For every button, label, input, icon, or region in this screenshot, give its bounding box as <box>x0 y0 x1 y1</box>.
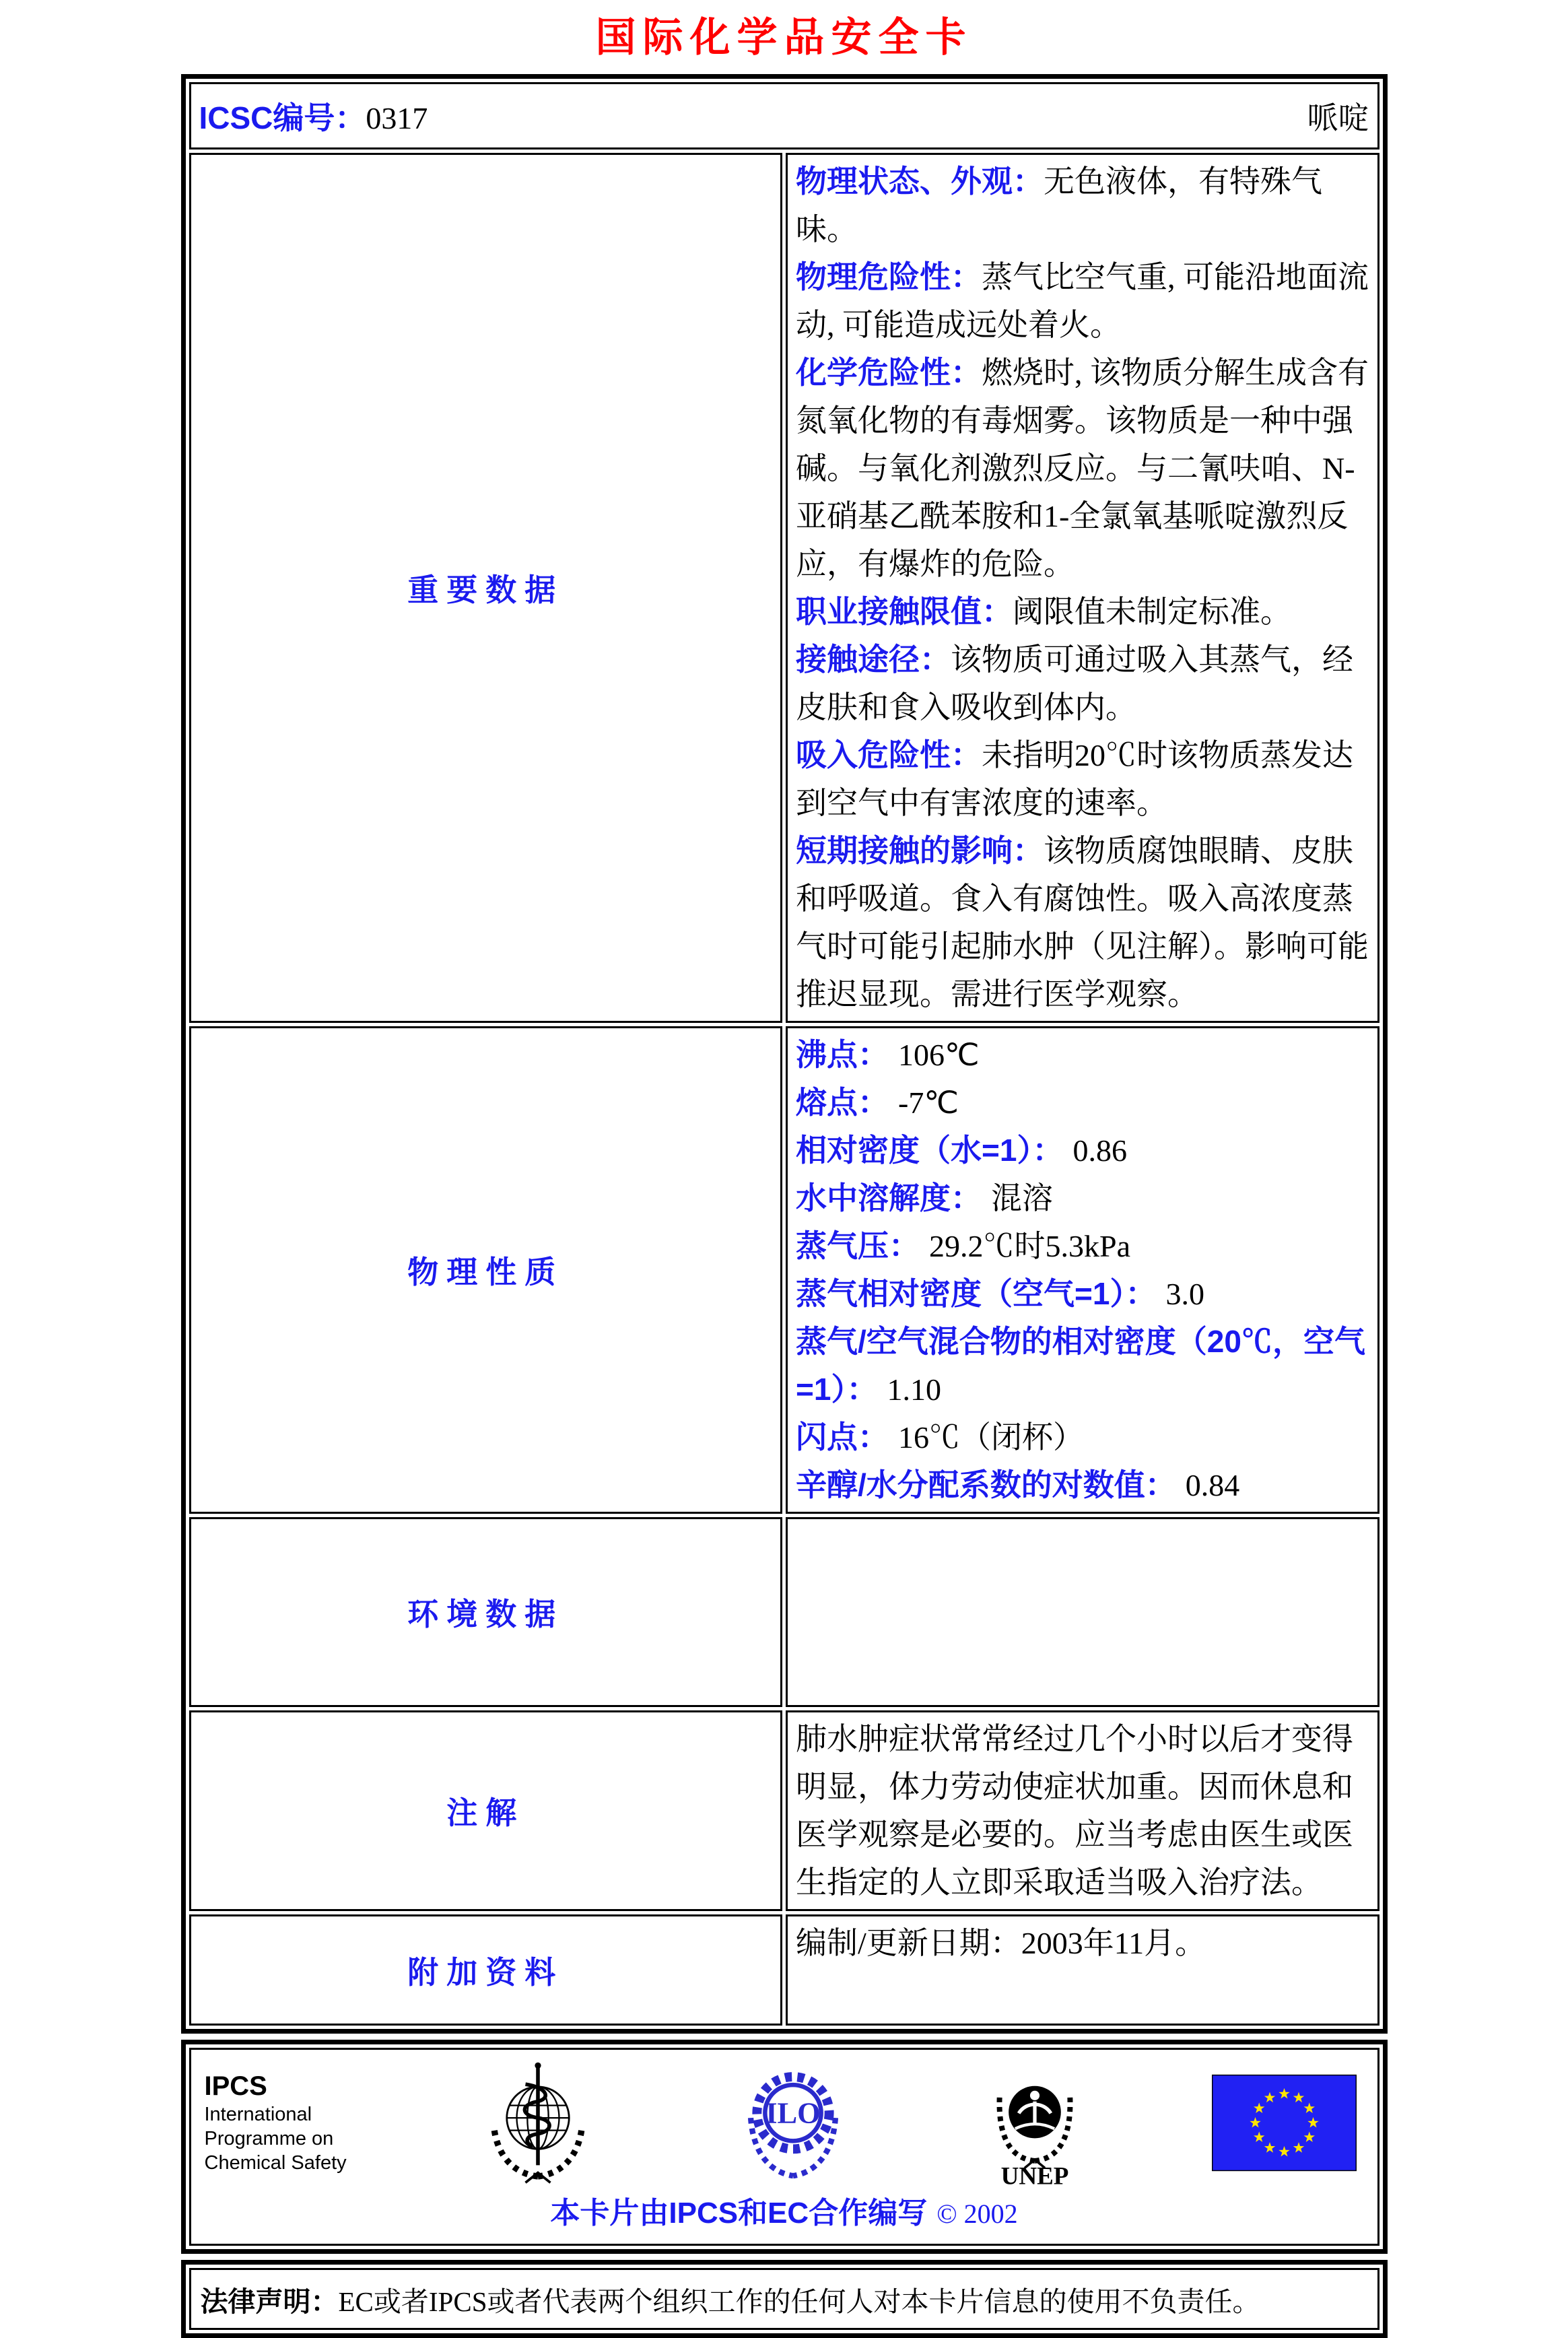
property-label: 蒸气相对密度（空气=1）： <box>796 1276 1157 1311</box>
row-label-important-data: 重要数据 <box>189 153 783 1023</box>
property-label: 辛醇/水分配系数的对数值： <box>796 1467 1176 1502</box>
property-value: 0.84 <box>1185 1468 1240 1502</box>
notes-content <box>786 1710 1379 1911</box>
property-item <box>796 1318 1369 1413</box>
item-label: 化学危险性： <box>796 355 982 390</box>
item-label: 吸入危险性： <box>796 737 982 772</box>
environmental-data-row <box>189 1517 1379 1707</box>
notes-text: 肺水肿症状常常经过几个小时以后才变得明显，体力劳动使症状加重。因而休息和医学观察是必要的。应当考虑由医生或医生指定的人立即采取适当吸入治疗法。 <box>796 1722 1353 1900</box>
property-value: -7℃ <box>898 1086 959 1120</box>
property-item <box>796 1174 1369 1222</box>
data-item <box>796 636 1369 731</box>
logos-row <box>189 2048 1379 2246</box>
row-label-environmental-data: 环境数据 <box>189 1517 783 1707</box>
unep-logo-text: UNEP <box>1000 2162 1068 2190</box>
item-text: 蒸气比空气重, 可能沿地面流动, 可能造成远处着火。 <box>796 260 1369 342</box>
item-label: 接触途径： <box>796 642 951 677</box>
ipcs-line: Programme on <box>204 2128 334 2149</box>
property-item <box>796 1461 1369 1509</box>
legal-row <box>189 2268 1379 2330</box>
property-label: 蒸气压： <box>796 1228 920 1263</box>
item-label: 物理状态、外观： <box>796 164 1044 199</box>
property-item <box>796 1031 1369 1079</box>
page-title: 国际化学品安全卡 <box>595 15 973 60</box>
data-item <box>796 158 1369 253</box>
caption-copyright: © 2002 <box>936 2199 1018 2229</box>
item-text: 无色液体，有特殊气味。 <box>796 164 1322 246</box>
logos-cell <box>189 2048 1379 2246</box>
row-label-physical-properties: 物理性质 <box>189 1026 783 1514</box>
property-item <box>796 1413 1369 1461</box>
ipcs-line: International <box>204 2104 312 2125</box>
legal-cell <box>189 2268 1379 2330</box>
unep-logo-icon <box>984 2055 1085 2190</box>
chemical-name: 哌啶 <box>1307 101 1369 135</box>
ipcs-text-block <box>205 2070 347 2175</box>
item-label: 职业接触限值： <box>796 594 1013 629</box>
legal-table <box>181 2260 1388 2338</box>
legal-label: 法律声明： <box>200 2285 339 2317</box>
row-label-additional-info: 附加资料 <box>189 1914 783 2026</box>
safety-card-table <box>181 74 1388 2034</box>
logos-caption <box>201 2189 1368 2232</box>
caption-text: 本卡片由IPCS和EC合作编写 <box>550 2197 928 2230</box>
property-label: 水中溶解度： <box>796 1180 982 1215</box>
physical-properties-content <box>786 1026 1379 1514</box>
physical-properties-row <box>189 1026 1379 1514</box>
icsc-number-label: ICSC编号： <box>199 100 366 135</box>
ipcs-line: Chemical Safety <box>204 2152 347 2174</box>
item-text: 燃烧时, 该物质分解生成含有氮氧化物的有毒烟雾。该物质是一种中强碱。与氧化剂激烈反应。与二氰呋咱、N-亚硝基乙酰苯胺和1-全氯氧基哌啶激烈反应，有爆炸的危险。 <box>796 356 1369 581</box>
important-data-row <box>189 153 1379 1023</box>
data-item <box>796 731 1369 827</box>
notes-row <box>189 1710 1379 1911</box>
property-label: 蒸气/空气混合物的相对密度（20℃，空气=1）： <box>796 1324 1365 1407</box>
item-text: 该物质可通过吸入其蒸气，经皮肤和食入吸收到体内。 <box>796 642 1353 725</box>
property-label: 沸点： <box>796 1037 889 1072</box>
row-label-notes: 注解 <box>189 1710 783 1911</box>
icsc-number <box>199 94 428 138</box>
item-text: 未指明20℃时该物质蒸发达到空气中有害浓度的速率。 <box>796 738 1353 820</box>
ipcs-title: IPCS <box>204 2071 267 2101</box>
ilo-logo-text: ILO <box>765 2096 821 2129</box>
property-label: 闪点： <box>796 1420 889 1455</box>
property-value: 16℃（闭杯） <box>898 1420 1084 1455</box>
property-item <box>796 1079 1369 1127</box>
data-item <box>796 588 1369 636</box>
legal-text: EC或者IPCS或者代表两个组织工作的任何人对本卡片信息的使用不负责任。 <box>338 2285 1260 2317</box>
environmental-data-content <box>786 1517 1379 1707</box>
property-value: 1.10 <box>887 1372 941 1407</box>
property-item <box>796 1222 1369 1270</box>
item-label: 短期接触的影响： <box>796 833 1044 868</box>
property-label: 相对密度（水=1）： <box>796 1133 1064 1168</box>
property-item <box>796 1270 1369 1318</box>
data-item <box>796 827 1369 1018</box>
item-text: 阈限值未制定标准。 <box>1013 595 1291 629</box>
property-label: 熔点： <box>796 1085 889 1120</box>
property-value: 3.0 <box>1165 1277 1204 1311</box>
eu-flag-icon <box>1212 2074 1357 2172</box>
update-date-text: 编制/更新日期：2003年11月。 <box>796 1926 1206 1960</box>
property-value: 0.86 <box>1072 1133 1127 1168</box>
icsc-row <box>189 82 1379 149</box>
icsc-cell <box>189 82 1379 149</box>
property-item <box>796 1127 1369 1174</box>
who-logo-icon <box>474 2061 602 2185</box>
ilo-logo-icon <box>729 2061 857 2185</box>
icsc-number-value: 0317 <box>366 101 428 135</box>
additional-info-row <box>189 1914 1379 2026</box>
property-value: 106℃ <box>898 1038 980 1072</box>
item-label: 物理危险性： <box>796 259 982 294</box>
property-value: 混溶 <box>991 1181 1053 1215</box>
important-data-content <box>786 153 1379 1023</box>
data-item <box>796 253 1369 349</box>
data-item <box>796 349 1369 588</box>
additional-info-content <box>786 1914 1379 2026</box>
property-value: 29.2℃时5.3kPa <box>929 1229 1130 1263</box>
icsc-card-page <box>0 5 1568 2317</box>
item-text: 该物质腐蚀眼睛、皮肤和呼吸道。食入有腐蚀性。吸入高浓度蒸气时可能引起肺水肿（见注解）。影响可能推迟显现。需进行医学观察。 <box>796 834 1369 1011</box>
logos-table <box>181 2040 1388 2254</box>
